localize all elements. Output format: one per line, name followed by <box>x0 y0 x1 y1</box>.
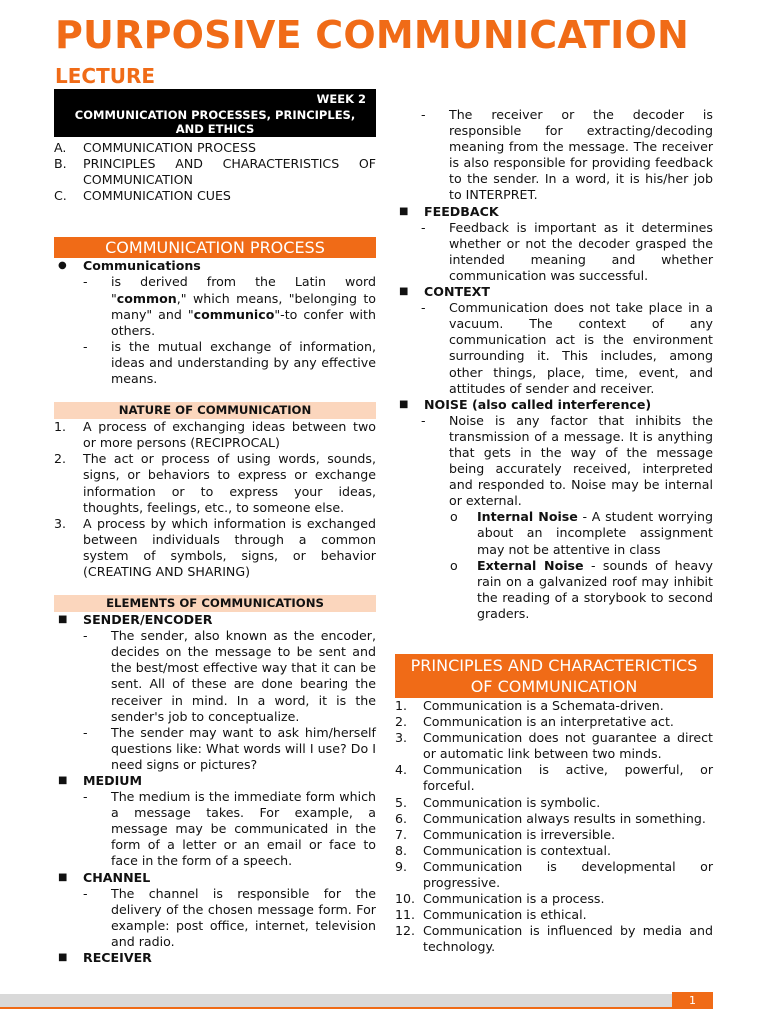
dash-marker: - <box>83 274 88 290</box>
outline-key: A. <box>54 140 67 155</box>
section-banner-principles: PRINCIPLES AND CHARACTERICTICS OF COMMUNICATION <box>395 654 713 698</box>
bullet-square-icon: ■ <box>58 775 68 786</box>
principle-item: 3. Communication does not guarantee a direct or automatic link between two minds. <box>395 730 713 762</box>
element-sender: ■ SENDER/ENCODER <box>54 612 376 628</box>
principle-item: 2. Communication is an interpretative act. <box>395 714 674 730</box>
outline-list <box>54 140 376 204</box>
bullet-square-icon: ■ <box>399 398 409 410</box>
noise-internal: o Internal Noise - A student worrying about an incomplete assignment may not be attentive in class <box>450 509 714 557</box>
document-subtitle: LECTURE <box>55 64 156 88</box>
definition-item <box>54 339 376 387</box>
principle-item: 6. Communication always results in something. <box>395 810 706 826</box>
nature-item: 1. A process of exchanging ideas between two or more persons (RECIPROCAL) <box>54 419 376 451</box>
element-desc: - Communication does not take place in a vacuum. The context of any communication act is the environment surrounding it. This includes, among other things, place, time, event, and attitudes of sender and receiver. <box>421 300 713 396</box>
outline-key: B. <box>54 156 67 172</box>
dash-marker: - <box>83 338 88 354</box>
element-noise: ■ NOISE (also called interference) <box>395 397 713 413</box>
outline-text: PRINCIPLES AND CHARACTERISTICS OF COMMUNICATION <box>83 156 376 188</box>
page-number: 1 <box>672 992 713 1009</box>
element-receiver: ■ RECEIVER <box>54 950 376 966</box>
element-desc: - Feedback is important as it determines whether or not the decoder grasped the intended meaning and whether communication was successful. <box>421 219 713 283</box>
element-channel: ■ CHANNEL <box>54 870 376 886</box>
nature-item: 3. A process by which information is exchanged between individuals through a common system of symbols, signs, or behavior (CREATING AND SHARING) <box>54 515 376 579</box>
principle-item: 4. Communication is active, powerful, or forceful. <box>395 762 713 794</box>
outline-item <box>54 156 376 188</box>
bullet-square-icon: ■ <box>399 286 409 298</box>
week-box <box>54 89 376 137</box>
definition-text: is derived from the Latin word "common," which means, "belonging to many" and "communico"-to confer with others. <box>111 274 376 338</box>
outline-item <box>54 188 376 204</box>
principle-item: 10. Communication is a process. <box>395 891 605 907</box>
outline-text: COMMUNICATION PROCESS <box>83 140 256 155</box>
nature-heading: NATURE OF COMMUNICATION <box>54 402 376 419</box>
bullet-square-icon: ■ <box>399 205 409 217</box>
outline-key: C. <box>54 188 67 204</box>
nature-item: 2. The act or process of using words, sounds, signs, or behaviors to express or exchange information or to express your ideas, thoughts, feelings, etc., to someone else. <box>54 451 376 515</box>
left-column <box>54 89 376 966</box>
bullet-square-icon: ■ <box>58 871 68 883</box>
bullet-square-icon: ■ <box>58 614 68 626</box>
element-feedback: ■ FEEDBACK <box>395 204 713 220</box>
element-desc: - Noise is any factor that inhibits the transmission of a message. It is anything that gets in the way of the message being accurately received, interpreted and responded to. Noise may be internal or external. <box>421 412 713 509</box>
element-context: ■ CONTEXT <box>395 284 713 300</box>
element-desc: - The sender, also known as the encoder, decides on the message to be sent and the best/most effective way that it can be sent. All of these are done bearing the receiver in mind. In a word, it is the sender's job to conceptualize. <box>83 628 376 724</box>
principle-item: 11. Communication is ethical. <box>395 907 587 923</box>
outline-text: COMMUNICATION CUES <box>83 188 231 204</box>
noise-external: o External Noise - sounds of heavy rain on a galvanized roof may inhibit the reading of a storybook to second graders. <box>450 557 713 621</box>
right-column <box>395 107 713 956</box>
bullet-communications <box>54 258 376 274</box>
principle-item: 12. Communication is influenced by media and technology. <box>395 923 713 955</box>
principle-item: 8. Communication is contextual. <box>395 842 611 858</box>
principle-item: 5. Communication is symbolic. <box>395 794 601 810</box>
bullet-square-icon: ■ <box>58 952 68 964</box>
definition-text: is the mutual exchange of information, ideas and understanding by any effective means. <box>111 338 376 387</box>
week-label: WEEK 2 <box>316 92 366 106</box>
footer-line <box>0 1007 713 1009</box>
week-topic: COMMUNICATION PROCESSES, PRINCIPLES, AND ETHICS <box>74 108 356 136</box>
definition-item <box>54 274 376 338</box>
element-desc: - The medium is the immediate form which a message takes. For example, a message may be communicated in the form of a letter or an email or face to face in the form of a speech. <box>83 789 376 869</box>
element-desc: - The sender may want to ask him/herself questions like: What words will I use? Do I need signs or pictures? <box>83 724 376 772</box>
principle-item: 9. Communication is developmental or progressive. <box>395 858 713 891</box>
element-desc: - The channel is responsible for the delivery of the chosen message form. For example: post office, internet, television and radio. <box>83 885 376 949</box>
section-banner-communication-process: COMMUNICATION PROCESS <box>54 237 376 258</box>
outline-item <box>54 140 376 156</box>
element-desc: - The receiver or the decoder is responsible for extracting/decoding meaning from the message. The receiver is also responsible for providing feedback to the sender. In a word, it is his/her job to INTERPRET. <box>421 107 713 203</box>
elements-heading: ELEMENTS OF COMMUNICATIONS <box>54 595 376 612</box>
bullet-dot-icon: ● <box>58 260 67 272</box>
document-title: PURPOSIVE COMMUNICATION <box>55 13 689 57</box>
bullet-label: Communications <box>83 258 201 274</box>
principle-item: 1. Communication is a Schemata-driven. <box>395 698 664 713</box>
element-medium: ■ MEDIUM <box>54 773 376 789</box>
principle-item: 7. Communication is irreversible. <box>395 826 616 842</box>
footer-bar <box>0 994 672 1008</box>
